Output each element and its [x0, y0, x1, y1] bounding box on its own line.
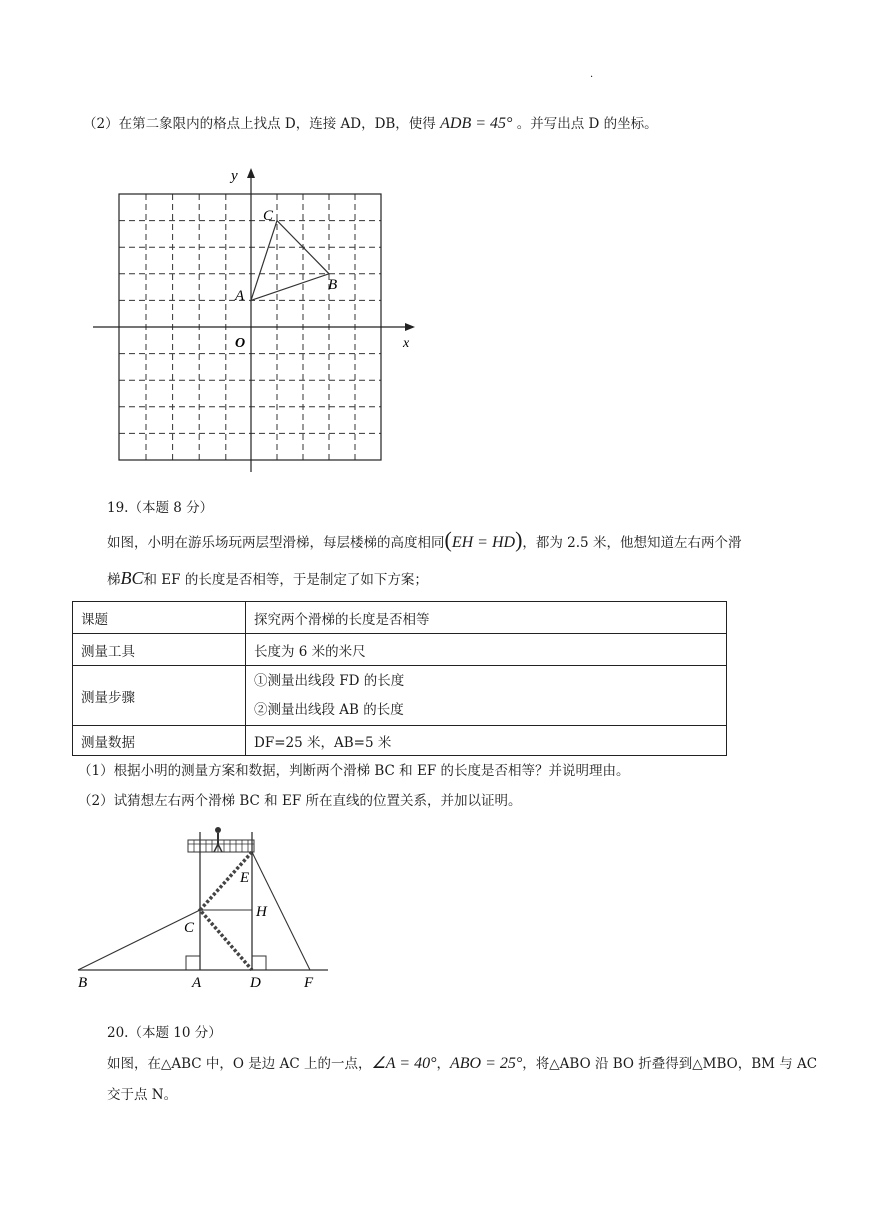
q19-intro-line2 [107, 568, 428, 589]
step-1: ①测量出线段 FD 的长度 [254, 672, 405, 689]
triangle-abc [251, 221, 329, 301]
table-cell-label: 课题 [73, 602, 246, 634]
slide-figure [70, 820, 340, 995]
y-axis-arrow [247, 168, 255, 178]
label-e: E [240, 870, 250, 886]
plan-table [72, 601, 727, 756]
q18-part2-text [83, 112, 658, 133]
q19-title: 19.（本题 8 分） [107, 500, 214, 516]
header-dot: · [590, 72, 594, 83]
q19-line2-suffix: 和 EF 的长度是否相等，于是制定了如下方案； [143, 572, 428, 588]
q20-math2: ABO = 25° [449, 1055, 523, 1072]
label-c: C [184, 920, 195, 936]
point-a-label: A [235, 288, 245, 304]
label-d: D [250, 975, 261, 991]
table-row [73, 602, 727, 634]
q20-line1 [107, 1052, 817, 1073]
q20-line1-prefix: 如图，在△ABC 中，O 是边 AC 上的一点， [107, 1056, 372, 1072]
q18-part2-suffix: 。并写出点 D 的坐标。 [516, 116, 658, 132]
q19-line1-prefix: 如图，小明在游乐场玩两层型滑梯，每层楼梯的高度相同 [107, 535, 445, 551]
x-axis-arrow [405, 323, 415, 331]
table-cell-label: 测量步骤 [73, 666, 246, 726]
point-b-label: B [328, 277, 338, 293]
table-row [73, 634, 727, 666]
paren-left: ( [444, 527, 452, 552]
q19-intro-line1 [107, 527, 741, 553]
table-cell-value: DF=25 米，AB=5 米 [246, 726, 727, 756]
table-cell-label: 测量数据 [73, 726, 246, 756]
table-row [73, 666, 727, 726]
q19-line2-math: BC [120, 568, 144, 588]
q19-line2-prefix: 梯 [107, 572, 121, 588]
q18-part2-math: ADB = 45° [440, 115, 513, 132]
coordinate-grid-figure [85, 160, 425, 475]
origin-label: O [235, 336, 246, 351]
step-2: ②测量出线段 AB 的长度 [254, 701, 404, 718]
paren-right: ) [515, 527, 523, 552]
table-row [73, 726, 727, 756]
table-cell-label: 测量工具 [73, 634, 246, 666]
q19-sub1: （1）根据小明的测量方案和数据，判断两个滑梯 BC 和 EF 的长度是否相等？并说明理由。 [78, 763, 630, 779]
q20-line1-suffix: ，将△ABO 沿 BO 折叠得到△MBO，BM 与 AC [522, 1056, 818, 1072]
q18-part2-prefix: （2）在第二象限内的格点上找点 D，连接 AD，DB，使得 [83, 116, 436, 132]
label-a: A [192, 975, 202, 991]
x-axis-label: x [403, 336, 410, 351]
q20-line2: 交于点 N。 [107, 1087, 178, 1103]
table-cell-value: 长度为 6 米的米尺 [246, 634, 727, 666]
label-f: F [304, 975, 314, 991]
q19-line1-suffix: ，都为 2.5 米，他想知道左右两个滑 [522, 535, 742, 551]
y-axis-label: y [231, 168, 238, 184]
point-c-label: C [263, 208, 274, 224]
table-cell-steps [246, 666, 727, 726]
q20-math1: ∠A = 40° [371, 1055, 437, 1072]
q19-line1-math: EH = HD [451, 534, 516, 551]
slide-bc [78, 910, 200, 970]
q20-title: 20.（本题 10 分） [107, 1025, 222, 1041]
label-h: H [256, 904, 267, 920]
right-angle-d [252, 956, 266, 970]
q19-sub2: （2）试猜想左右两个滑梯 BC 和 EF 所在直线的位置关系，并加以证明。 [78, 793, 522, 809]
table-cell-value: 探究两个滑梯的长度是否相等 [246, 602, 727, 634]
right-angle-a [186, 956, 200, 970]
label-b: B [78, 975, 88, 991]
q20-sep: ， [436, 1056, 450, 1072]
